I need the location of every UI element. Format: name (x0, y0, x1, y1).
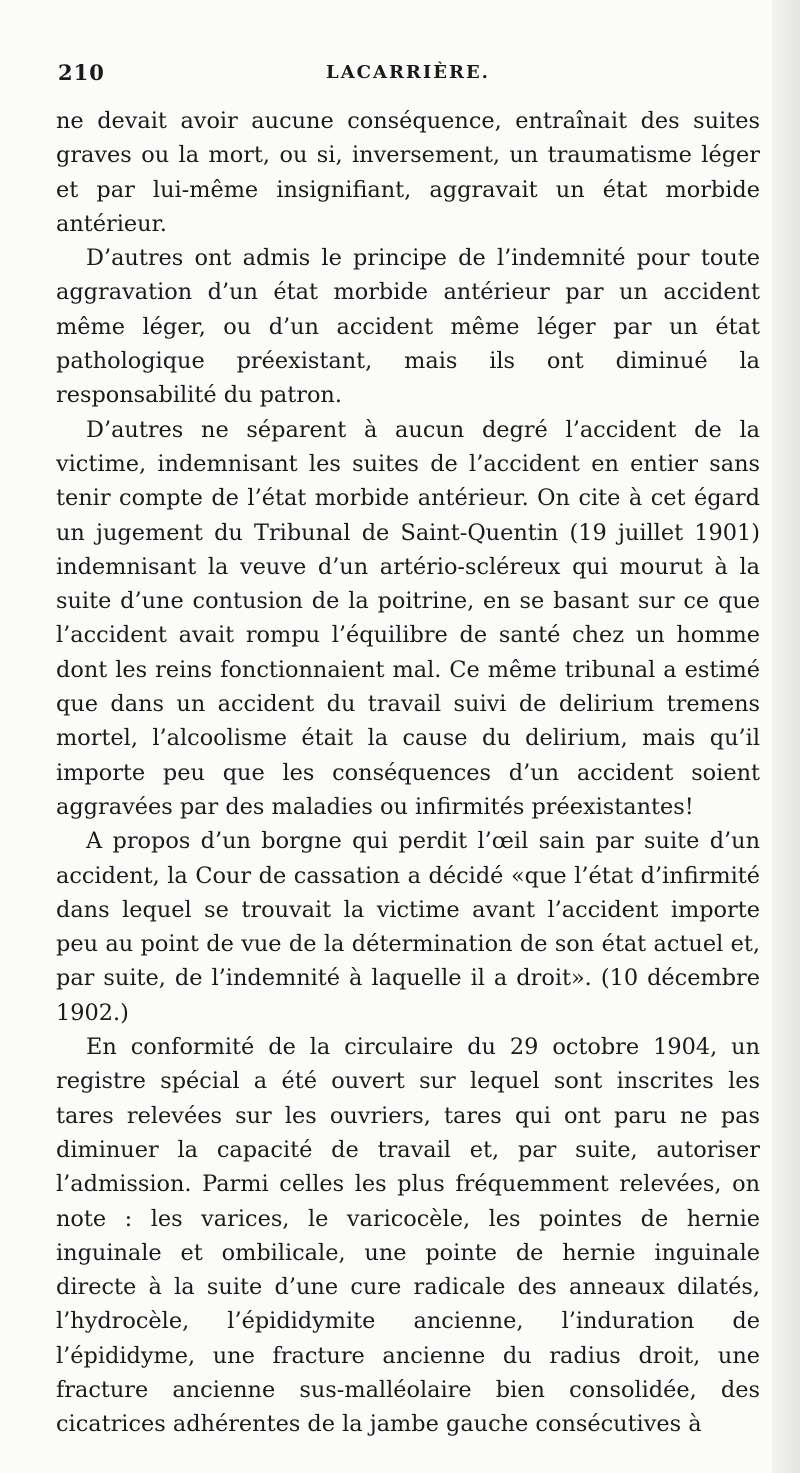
body-text (56, 104, 760, 1442)
page-number: 210 (58, 60, 105, 85)
paragraph-1: ne devait avoir aucune conséquence, entraînait des suites graves ou la mort, ou si, inversement, un traumatisme léger et par lui-même insignifiant, aggravait un état morbide antérieur. (56, 108, 760, 237)
paragraph-3: D’autres ne séparent à aucun degré l’accident de la victime, indemnisant les suites de l’accident en entier sans tenir compte de l’état morbide antérieur. On cite à cet égard un jugement du Tribunal de Saint-Quentin (19 juillet 1901) indemnisant la veuve d’un artério-scléreux qui mourut à la suite d’une contusion de la poitrine, en se basant sur ce que l’accident avait rompu l’équilibre de santé chez un homme dont les reins fonctionnaient mal. Ce même tribunal a estimé que dans un accident du travail suivi de delirium tremens mortel, l’alcoolisme était la cause du delirium, mais qu’il importe peu que les conséquences d’un accident soient aggravées par des maladies ou infirmités préexistantes! (56, 416, 760, 820)
page-header (58, 60, 758, 90)
paragraph-5: En conformité de la circulaire du 29 octobre 1904, un registre spécial a été ouvert sur lequel sont inscrites les tares relevées sur les ouvriers, tares qui ont paru ne pas diminuer la capacité de travail et, par suite, autoriser l’admission. Parmi celles les plus fréquemment relevées, on note : les varices, le varicocèle, les pointes de hernie inguinale et ombilicale, une pointe de hernie inguinale directe à la suite d’une cure radicale des anneaux dilatés, l’hydrocèle, l’épididymite ancienne, l’induration de l’épididyme, une fracture ancienne du radius droit, une fracture ancienne sus-malléolaire bien consolidée, des cicatrices adhérentes de la jambe gauche consécutives à (56, 1034, 760, 1438)
paragraph-4: A propos d’un borgne qui perdit l’œil sain par suite d’un accident, la Cour de cassation a décidé «que l’état d’infirmité dans lequel se trouvait la victime avant l’accident importe peu au point de vue de la détermination de son état actuel et, par suite, de l’indemnité à laquelle il a droit». (10 décembre 1902.) (56, 828, 760, 1026)
running-title: LACARRIÈRE. (326, 62, 490, 83)
page-gutter-shadow (772, 0, 800, 1473)
paragraph-2: D’autres ont admis le principe de l’indemnité pour toute aggravation d’un état morbide antérieur par un accident même léger, ou d’un accident même léger par un état pathologique préexistant, mais ils ont diminué la responsabilité du patron. (56, 245, 760, 409)
